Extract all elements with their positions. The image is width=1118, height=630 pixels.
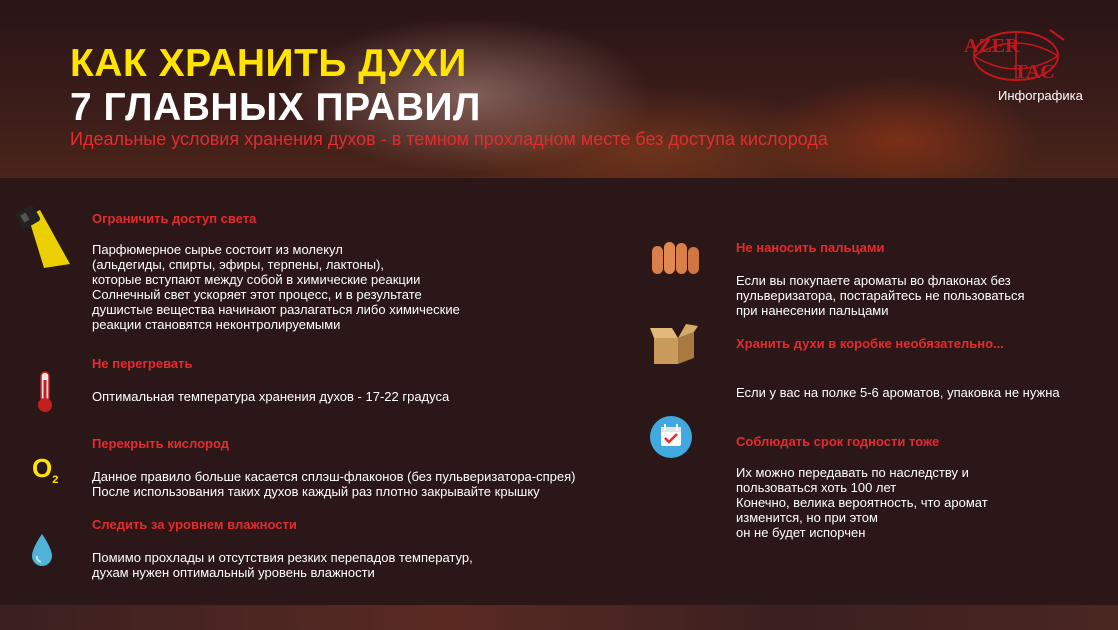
o2-icon: $O_2$ [32, 453, 59, 486]
thermometer-icon [34, 370, 56, 414]
rule-fingers-title: Не наносить пальцами [736, 240, 885, 255]
rule-expiry-text: Их можно передавать по наследству и пользоваться хоть 100 лет Конечно, велика вероятность, что аромат изменится, но при этом он не будет испорчен [736, 465, 988, 540]
rule-oxygen-title: Перекрыть кислород [92, 436, 229, 451]
logo-caption: Инфографика [998, 88, 1083, 103]
rule-fingers-text: Если вы покупаете ароматы во флаконах без пульверизатора, постарайтесь не пользоваться при нанесении пальцами [736, 273, 1025, 318]
rule-light-text: Парфюмерное сырье состоит из молекул (альдегиды, спирты, эфиры, терпены, лактоны), которые вступают между собой в химические реакции Солнечный свет ускоряет этот процесс, и в результате душистые вещества начинают разлагаться либо химические реакции становятся неконтролируемыми [92, 242, 460, 332]
rule-box-text: Если у вас на полке 5-6 ароматов, упаковка не нужна [736, 385, 1060, 400]
spotlight-icon [14, 206, 70, 268]
logo-text-bottom: TAC [1014, 61, 1055, 83]
rule-heat-text: Оптимальная температура хранения духов - 17-22 градуса [92, 389, 450, 404]
rule-light-title: Ограничить доступ света [92, 211, 257, 226]
rule-humidity-title: Следить за уровнем влажности [92, 517, 297, 532]
calendar-check-icon [650, 416, 692, 458]
footer-strip [0, 605, 1118, 630]
page-title-line1: КАК ХРАНИТЬ ДУХИ [70, 42, 467, 85]
page-title-line2: 7 ГЛАВНЫХ ПРАВИЛ [70, 86, 481, 129]
box-icon [648, 322, 700, 366]
rule-humidity-text: Помимо прохлады и отсутствия резких перепадов температур, духам нужен оптимальный уровень влажности [92, 550, 473, 580]
page-subtitle: Идеальные условия хранения духов - в темном прохладном месте без доступа кислорода [70, 129, 828, 149]
logo-text-top: AZER [964, 35, 1020, 57]
rule-expiry-title: Соблюдать срок годности тоже [736, 434, 940, 449]
fingers-icon [648, 240, 706, 276]
rule-heat-title: Не перегревать [92, 356, 193, 371]
water-drop-icon [30, 532, 54, 568]
header-banner [0, 0, 1118, 178]
azertac-logo [960, 26, 1068, 88]
rule-box-title: Хранить духи в коробке необязательно... [736, 336, 1004, 351]
rule-oxygen-text: Данное правило больше касается сплэш-флаконов (без пульверизатора-спрея) После использования таких духов каждый раз плотно закрывайте крышку [92, 469, 576, 499]
